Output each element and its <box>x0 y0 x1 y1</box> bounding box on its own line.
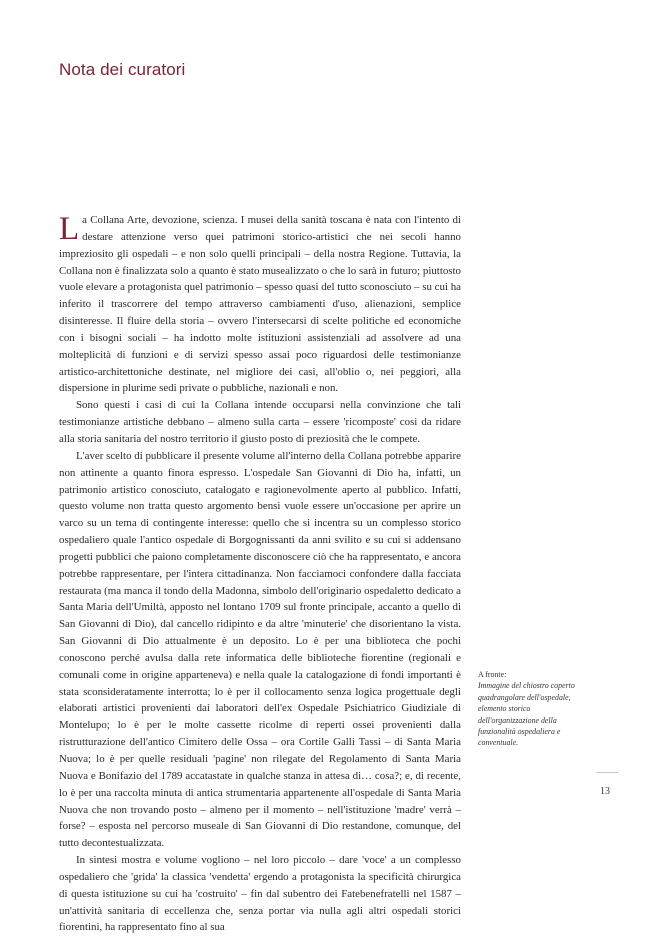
paragraph-1 <box>59 212 461 397</box>
paragraph-2: Sono questi i casi di cui la Collana intende occuparsi nella convinzione che tali testimonianze artistiche debbano – almeno sulla carta – essere 'ricomposte' così da ridare alla storia sanitaria del nostro territorio il giusto posto di preziosità che le compete. <box>59 399 461 445</box>
paragraph-3: L'aver scelto di pubblicare il presente volume all'interno della Collana potrebbe apparire non attinente a quanto finora espresso. L'ospedale San Giovanni di Dio ha, infatti, un patrimonio artistico conosciuto, catalogato e ragionevolmente aperto al pubblico. Infatti, questo volume non tratta questo argomento bensì vuole essere un'occasione per aprire un varco su un tema di contingente interesse: quello che si incentra su un complesso storico ospedaliero quale l'antico ospedale di Borgognissanti da anni svilito e su cui si addensano progetti pubblici che paiono completamente disconoscere ciò che ha rappresentato, e ancora potrebbe rappresentare, per l'intera cittadinanza. Non facciamoci confondere dalla facciata restaurata (ma manca il tondo della Madonna, simbolo dell'originario ospedaletto dedicato a Santa Maria dell'Umiltà, apposto nel lontano 1709 sul fronte principale, accanto a quello di San Giovanni di Dio), dal cancello ridipinto e da altre 'minuterie' che disorientano la vista. San Giovanni di Dio attualmente è un deposito. Lo è per una biblioteca che pochi conoscono perché avulsa dalla rete informatica delle biblioteche fiorentine (regionali e comunali come in origine apparteneva) e nella quale la catalogazione di fondi importanti è stata sconsideratamente interrotta; lo è per il collocamento senza logica progettuale degli elaborati artistici provenienti dai laboratori dell'ex Ospedale Psichiatrico Giudiziale di Montelupo; lo è per le molte cassette ricolme di reperti ossei provenienti dalla ristrutturazione dell'antico Cimitero delle Ossa – ora Cortile Galli Tassi – di Santa Maria Nuova; lo è per quelle residuali 'pagine' non rilegate del Regolamento di Santa Maria Nuova e Bonifazio del 1789 accatastate in qualche stanza in attesa di… cosa?; e, di recente, lo è per una raccolta minuta di antica strumentaria appartenente all'ospedale di Santa Maria Nuova che non trovando posto – almeno per il momento – nell'istituzione 'madre' verrà – forse? – esposta nel percorso museale di San Giovanni di Dio restandone, comunque, del tutto decontestualizzata. <box>59 449 461 850</box>
caption-text: Immagine del chiostro coperto quadrangolare dell'ospedale, elemento storico dell'organizzazione della funzionalità ospedaliera e conventuale. <box>478 681 575 748</box>
folio-rule <box>596 772 618 773</box>
drop-cap: L <box>59 211 80 247</box>
page-number: 13 <box>600 786 610 797</box>
body-text <box>59 212 461 936</box>
image-caption <box>478 669 590 749</box>
section-title: Nota dei curatori <box>59 60 186 79</box>
paragraph-1-text: a Collana Arte, devozione, scienza. I musei della sanità toscana è nata con l'intento di destare attenzione verso quei patrimoni storico-artistici che nei secoli hanno impreziosito gli ospedali – e non solo quelli principali – della nostra Regione. Tuttavia, la Collana non è finalizzata solo a quanto è stato musealizzato o che lo sarà in futuro; piuttosto vuole elevare a protagonista quel patrimonio – spesso quasi del tutto sconosciuto – su cui ha inferito il trascorrere del tempo attraverso cambiamenti d'uso, alienazioni, semplice disinteresse. Il fluire della storia – ovvero l'intersecarsi di scelte politiche ed economiche con i bisogni sociali – ha indotto molte istituzioni assistenziali ad assolvere ad una molteplicità di funzioni e di servizi spesso assai poco riguardosi delle testimonianze artistico-architettoniche destinate, nel migliore dei casi, all'oblio o, nei peggiori, alla dispersione in plurime sedi private o pubbliche, nazionali e non. <box>59 214 461 395</box>
paragraph-4: In sintesi mostra e volume vogliono – nel loro piccolo – dare 'voce' a un complesso ospedaliero che 'grida' la classica 'vendetta' ergendo a protagonista la specificità chirurgica di questa istituzione su cui ha 'costruito' – fin dal subentro dei Fatebenefratelli nel 1587 – un'attività sanitaria di eccellenza che, senza portar via nulla agli altri ospedali storici fiorentini, ha rappresentato fino al sua <box>59 854 461 934</box>
caption-label: A fronte: <box>478 670 507 679</box>
